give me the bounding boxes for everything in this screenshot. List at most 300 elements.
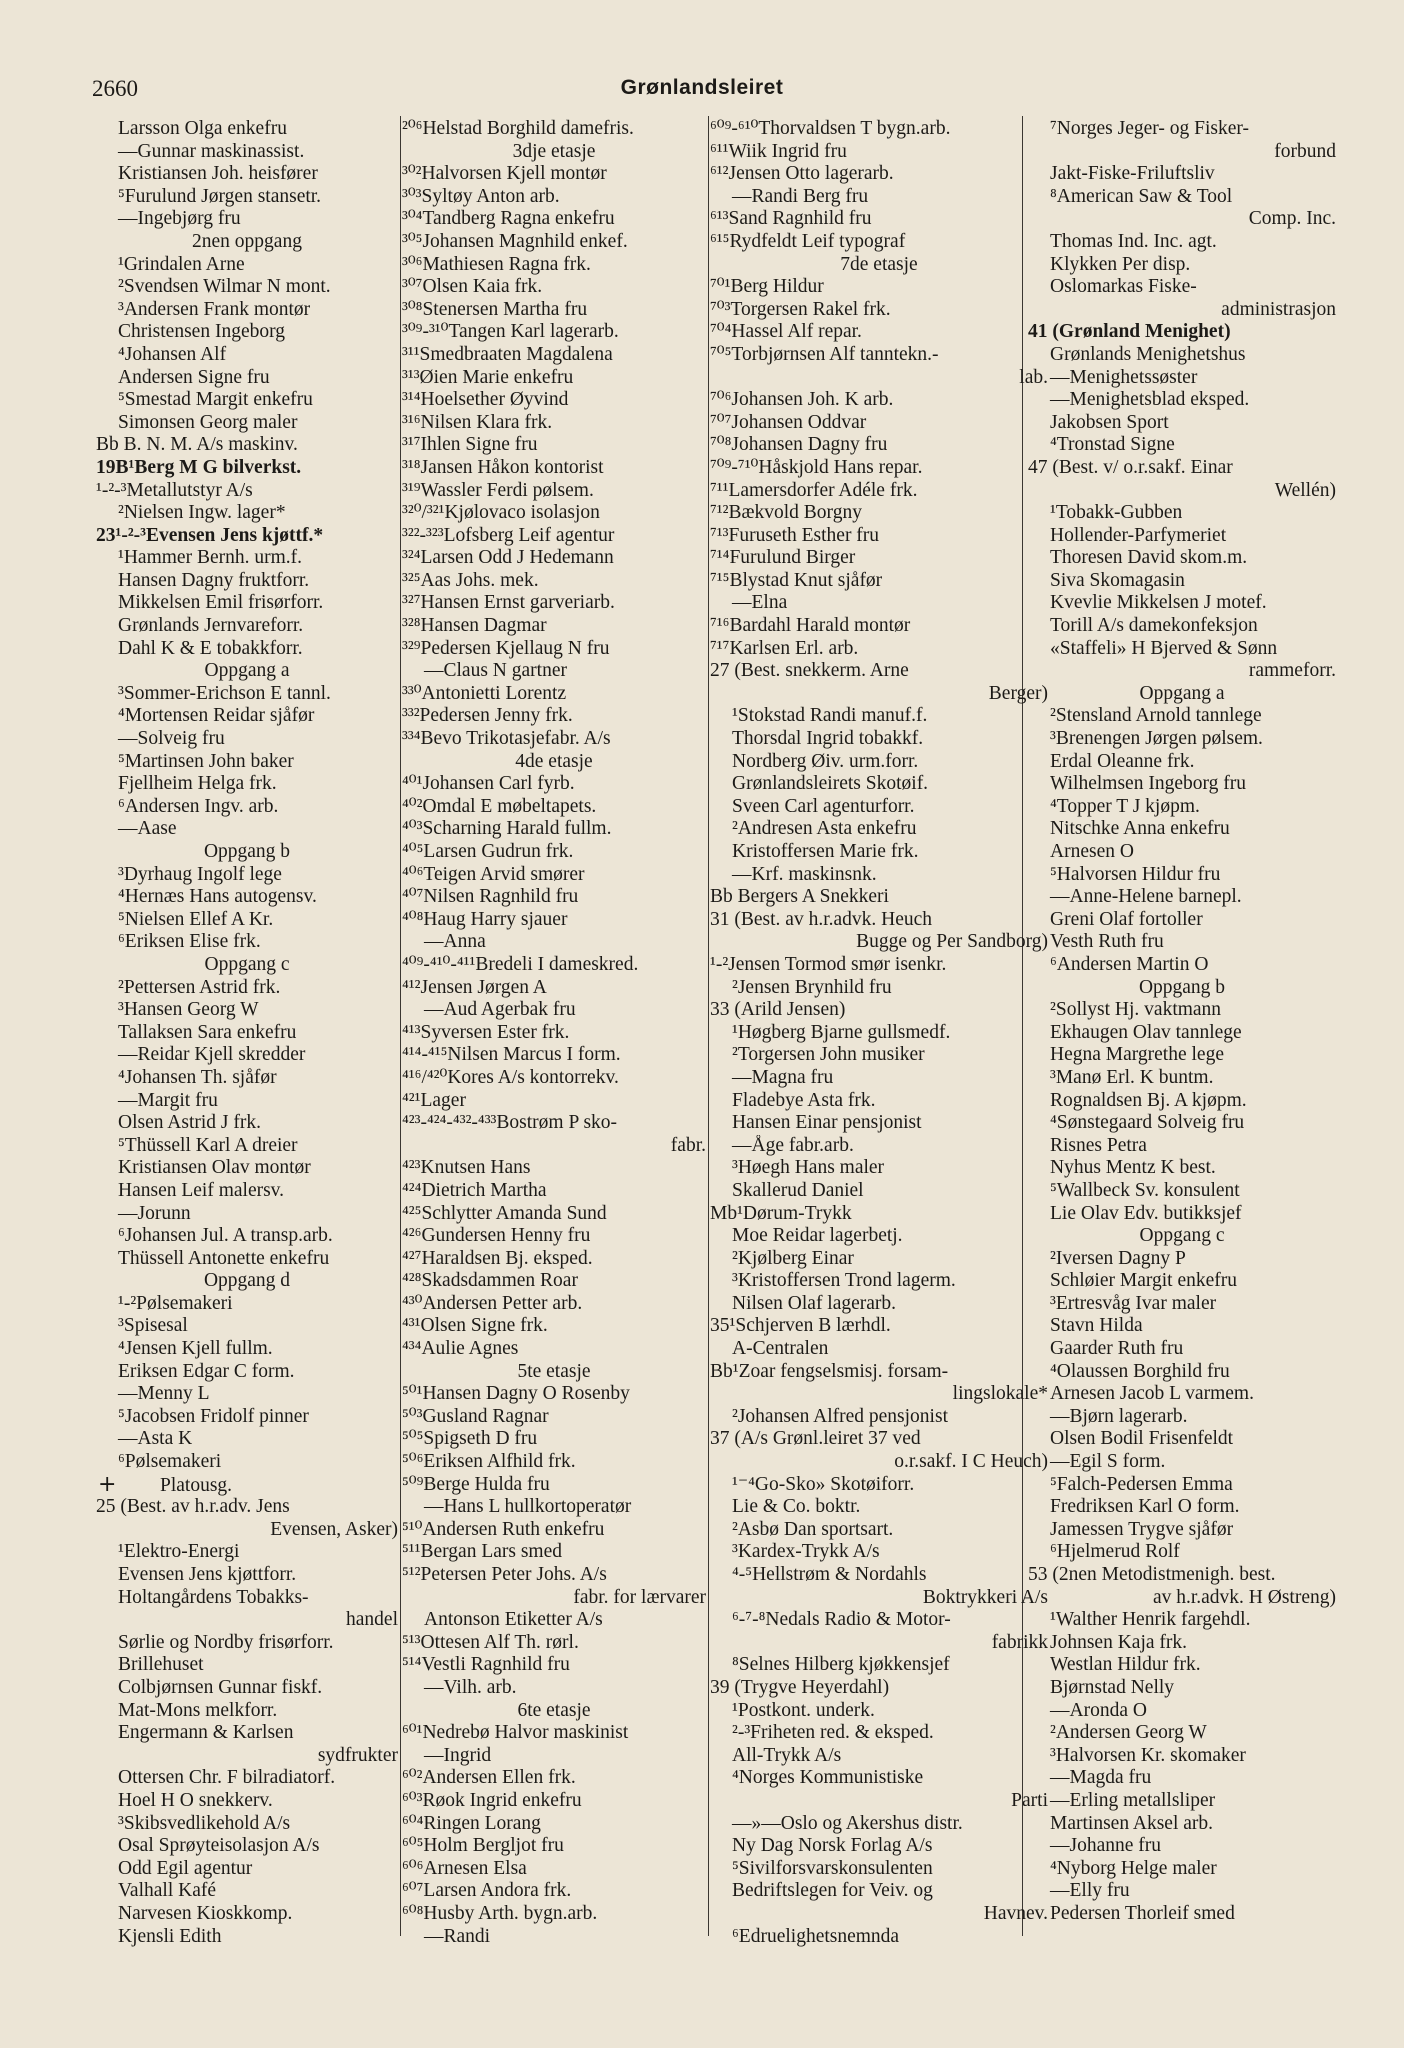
directory-entry xyxy=(402,1700,706,1723)
entry-text: ⁷¹¹Lamersdorfer Adéle frk. xyxy=(710,479,918,501)
directory-entry xyxy=(402,841,706,864)
entry-text: —Elna xyxy=(732,592,788,614)
directory-entry xyxy=(710,796,1048,819)
directory-entry xyxy=(402,1112,706,1135)
entry-text: ³Spisesal xyxy=(118,1315,188,1337)
directory-entry xyxy=(1028,1654,1336,1677)
directory-entry xyxy=(96,705,398,728)
entry-text: —Randi Berg fru xyxy=(732,185,869,207)
directory-entry xyxy=(1028,1564,1336,1587)
entry-text: Kristoffersen Marie frk. xyxy=(732,841,919,862)
entry-text: Pedersen Thorleif smed xyxy=(1050,1902,1235,1924)
entry-text: Lie Olav Edv. butikksjef xyxy=(1050,1202,1242,1224)
entry-text: 37 (A/s Grønl.leiret 37 ved xyxy=(710,1428,921,1450)
entry-text: ²Stensland Arnold tannlege xyxy=(1050,705,1262,727)
entry-text: —Anne-Helene barnepl. xyxy=(1050,886,1242,908)
directory-entry xyxy=(402,412,706,435)
entry-text: Oppgang c xyxy=(204,953,290,975)
entry-text: ²Iversen Dagny P xyxy=(1050,1247,1186,1269)
entry-text: ⁵¹²Petersen Peter Johs. A/s xyxy=(402,1564,607,1585)
directory-entry xyxy=(1028,457,1336,480)
directory-entry xyxy=(96,231,398,254)
directory-entry xyxy=(710,1090,1048,1113)
directory-entry xyxy=(402,1654,706,1677)
directory-entry xyxy=(96,1654,398,1677)
entry-text: ¹-²-³Metallutstyr A/s xyxy=(96,479,253,501)
entry-text: ⁷⁰³Torgersen Rakel frk. xyxy=(710,298,891,320)
entry-text: ⁷¹⁷Karlsen Erl. arb. xyxy=(710,637,859,659)
entry-text: ⁶⁰³Røok Ingrid enkefru xyxy=(402,1789,582,1811)
entry-text: ⁴²³Knutsen Hans xyxy=(402,1157,531,1179)
entry-text: ³⁰⁸Stenersen Martha fru xyxy=(402,298,588,320)
directory-entry xyxy=(710,502,1048,525)
directory-entry xyxy=(1028,1022,1336,1045)
entry-text: ³³⁰Antonietti Lorentz xyxy=(402,682,567,704)
directory-entry xyxy=(710,773,1048,796)
entry-text: Bugge og Per Sandborg) xyxy=(856,931,1048,953)
directory-entry xyxy=(96,1135,398,1158)
entry-text: Hollender-Parfymeriet xyxy=(1050,524,1227,546)
entry-text: ²Svendsen Wilmar N mont. xyxy=(118,276,331,298)
directory-entry xyxy=(710,1654,1048,1677)
directory-entry xyxy=(710,1022,1048,1045)
directory-entry xyxy=(96,118,398,141)
directory-entry xyxy=(402,1587,706,1610)
directory-entry xyxy=(1028,931,1336,954)
entry-text: —Menighetssøster xyxy=(1050,366,1198,388)
directory-entry xyxy=(96,525,398,548)
directory-entry xyxy=(710,1609,1048,1632)
directory-entry xyxy=(402,1858,706,1881)
directory-entry xyxy=(710,1225,1048,1248)
directory-entry xyxy=(1028,660,1336,683)
entry-text: Erdal Oleanne frk. xyxy=(1050,750,1195,772)
directory-entry xyxy=(402,1564,706,1587)
directory-entry xyxy=(402,954,706,977)
entry-text: ⁴¹⁶/⁴²⁰Kores A/s kontorrekv. xyxy=(402,1066,619,1088)
directory-entry xyxy=(1028,1135,1336,1158)
directory-entry xyxy=(710,1880,1048,1903)
entry-text: lingslokale* xyxy=(952,1383,1048,1405)
directory-entry xyxy=(96,683,398,706)
entry-text: ³⁰⁴Tandberg Ragna enkefru xyxy=(402,208,615,230)
directory-entry xyxy=(710,1813,1048,1836)
directory-entry xyxy=(1028,1293,1336,1316)
entry-text: —Menighetsblad eksped. xyxy=(1050,389,1250,411)
entry-text: ⁴²⁷Haraldsen Bj. eksped. xyxy=(402,1247,593,1269)
directory-entry xyxy=(1028,615,1336,638)
directory-entry xyxy=(1028,909,1336,932)
directory-entry xyxy=(1028,1496,1336,1519)
entry-text: —Ingebjørg fru xyxy=(118,208,241,230)
entry-text: ⁵Sivilforsvarskonsulenten xyxy=(732,1857,933,1879)
directory-entry xyxy=(710,367,1048,390)
entry-text: ²Pettersen Astrid frk. xyxy=(118,976,281,998)
directory-entry xyxy=(710,977,1048,1000)
directory-entry xyxy=(1028,1722,1336,1745)
directory-entry xyxy=(96,208,398,231)
entry-text: ⁴⁰²Omdal E møbeltapets. xyxy=(402,795,597,817)
entry-text: ⁴²⁵Schlytter Amanda Sund xyxy=(402,1202,607,1224)
directory-entry xyxy=(402,547,706,570)
directory-entry xyxy=(710,276,1048,299)
directory-entry xyxy=(1028,705,1336,728)
directory-entry xyxy=(402,1338,706,1361)
entry-text: ⁶Edruelighetsnemnda xyxy=(732,1925,900,1947)
entry-text: ³Brenengen Jørgen pølsem. xyxy=(1050,728,1263,750)
directory-entry xyxy=(710,389,1048,412)
directory-entry xyxy=(710,1203,1048,1226)
entry-text: ³¹⁶Nilsen Klara frk. xyxy=(402,411,553,433)
entry-text: Boktrykkeri A/s xyxy=(922,1586,1048,1608)
entry-text: Parti xyxy=(1011,1789,1048,1811)
entry-text: ⁴¹²Jensen Jørgen A xyxy=(402,976,547,998)
directory-entry xyxy=(710,683,1048,706)
entry-text: Risnes Petra xyxy=(1050,1134,1147,1156)
entry-text: ⁴²⁸Skadsdammen Roar xyxy=(402,1270,578,1292)
entry-text: —Elly fru xyxy=(1050,1880,1130,1902)
directory-entry xyxy=(402,276,706,299)
entry-text: ⁴¹⁴-⁴¹⁵Nilsen Marcus I form. xyxy=(402,1044,621,1066)
directory-entry xyxy=(710,1157,1048,1180)
directory-entry xyxy=(710,841,1048,864)
directory-entry xyxy=(1028,186,1336,209)
directory-entry xyxy=(710,1858,1048,1881)
directory-entry xyxy=(1028,954,1336,977)
directory-entry xyxy=(710,592,1048,615)
entry-text: ²Andresen Asta enkefru xyxy=(732,818,917,840)
directory-entry xyxy=(1028,208,1336,231)
entry-text: ⁴²¹Lager xyxy=(402,1089,466,1111)
entry-text: Wellén) xyxy=(1274,479,1336,501)
entry-text: ²-³Friheten red. & eksped. xyxy=(732,1722,934,1744)
entry-text: ⁴³¹Olsen Signe frk. xyxy=(402,1315,548,1337)
directory-entry xyxy=(1028,1180,1336,1203)
entry-text: Kristiansen Joh. heisfører xyxy=(118,163,318,185)
entry-text: Arnesen Jacob L varmem. xyxy=(1050,1383,1254,1405)
directory-entry xyxy=(96,1044,398,1067)
entry-text: 25 (Best. av h.r.adv. Jens xyxy=(96,1496,290,1518)
entry-text: —Asta K xyxy=(118,1428,193,1450)
directory-entry xyxy=(710,118,1048,141)
directory-entry xyxy=(96,615,398,638)
page-title: Grønlandsleiret xyxy=(620,76,784,99)
entry-text: ¹Grindalen Arne xyxy=(118,253,245,275)
directory-entry xyxy=(402,344,706,367)
directory-entry xyxy=(96,1813,398,1836)
entry-text: ⁴Mortensen Reidar sjåfør xyxy=(118,705,315,727)
directory-entry xyxy=(402,751,706,774)
directory-entry xyxy=(402,254,706,277)
directory-entry xyxy=(710,1587,1048,1610)
directory-entry xyxy=(1028,1383,1336,1406)
directory-entry xyxy=(710,1270,1048,1293)
entry-text: ⁵¹⁰Andersen Ruth enkefru xyxy=(402,1518,605,1540)
entry-text: —Reidar Kjell skredder xyxy=(118,1044,306,1066)
entry-text: «Staffeli» H Bjerved & Sønn xyxy=(1050,637,1278,659)
entry-text: ⁴Topper T J kjøpm. xyxy=(1050,795,1200,817)
entry-text: ⁵¹⁴Vestli Ragnhild fru xyxy=(402,1654,570,1676)
entry-text: Oppgang a xyxy=(204,660,290,682)
directory-entry xyxy=(1028,999,1336,1022)
directory-entry xyxy=(402,1609,706,1632)
directory-entry xyxy=(1028,864,1336,887)
entry-text: —Aud Agerbak fru xyxy=(424,999,576,1021)
entry-text: ³¹⁹Wassler Ferdi pølsem. xyxy=(402,479,594,501)
entry-text: ⁴Olaussen Borghild fru xyxy=(1050,1360,1230,1382)
entry-text: —Menny L xyxy=(118,1383,210,1405)
directory-entry xyxy=(96,299,398,322)
column-divider xyxy=(400,116,401,1936)
directory-entry xyxy=(96,660,398,683)
entry-text: Olsen Astrid J frk. xyxy=(118,1112,261,1134)
directory-entry xyxy=(402,660,706,683)
directory-entry xyxy=(710,1451,1048,1474)
entry-text: ⁶¹⁵Rydfeldt Leif typograf xyxy=(710,230,906,252)
directory-entry xyxy=(1028,1338,1336,1361)
directory-entry xyxy=(96,276,398,299)
directory-entry xyxy=(402,638,706,661)
entry-text: ⁷¹⁴Furulund Birger xyxy=(710,547,856,569)
directory-entry xyxy=(96,796,398,819)
entry-text: ¹Elektro-Energi xyxy=(118,1541,240,1563)
directory-entry xyxy=(710,1745,1048,1768)
entry-text: ⁵⁰³Gusland Ragnar xyxy=(402,1405,549,1427)
entry-text: ⁷¹⁵Blystad Knut sjåfør xyxy=(710,569,883,591)
entry-text: Ekhaugen Olav tannlege xyxy=(1050,1021,1242,1043)
directory-entry xyxy=(1028,163,1336,186)
entry-text: 4de etasje xyxy=(515,750,593,772)
directory-entry xyxy=(1028,231,1336,254)
entry-text: ³³²Pedersen Jenny frk. xyxy=(402,705,573,727)
entry-text: ³¹⁴Hoelsether Øyvind xyxy=(402,389,569,411)
directory-entry xyxy=(710,1248,1048,1271)
directory-entry xyxy=(402,434,706,457)
directory-entry xyxy=(710,1293,1048,1316)
entry-text: —Vilh. arb. xyxy=(424,1676,517,1698)
entry-text: ⁴¹³Syversen Ester frk. xyxy=(402,1021,570,1043)
directory-entry xyxy=(710,321,1048,344)
entry-text: ⁷⁰⁴Hassel Alf repar. xyxy=(710,321,862,343)
entry-text: Torill A/s damekonfeksjon xyxy=(1050,615,1258,637)
entry-text: ³¹¹Smedbraaten Magdalena xyxy=(402,343,613,365)
entry-text: ¹Hammer Bernh. urm.f. xyxy=(118,547,303,569)
entry-text: —Ingrid xyxy=(424,1744,492,1766)
directory-entry xyxy=(402,141,706,164)
entry-text: ⁴³⁴Aulie Agnes xyxy=(402,1338,519,1360)
directory-entry xyxy=(402,977,706,1000)
directory-entry xyxy=(1028,1541,1336,1564)
entry-text: —Aronda O xyxy=(1050,1699,1147,1721)
directory-entry xyxy=(402,231,706,254)
entry-text: Thomas Ind. Inc. agt. xyxy=(1050,230,1217,252)
entry-text: ⁶-⁷-⁸Nedals Radio & Motor- xyxy=(732,1609,951,1631)
entry-text: Bjørnstad Nelly xyxy=(1050,1676,1175,1698)
entry-text: ⁶⁰¹Nedrebø Halvor maskinist xyxy=(402,1722,629,1744)
entry-text: 47 (Best. v/ o.r.sakf. Einar xyxy=(1028,456,1233,478)
directory-entry xyxy=(710,186,1048,209)
entry-text: Thoresen David skom.m. xyxy=(1050,547,1248,569)
directory-entry xyxy=(402,1225,706,1248)
directory-entry xyxy=(402,818,706,841)
directory-entry xyxy=(96,1564,398,1587)
directory-entry xyxy=(96,389,398,412)
entry-text: —Johanne fru xyxy=(1050,1835,1162,1857)
entry-text: Hansen Leif malersv. xyxy=(118,1179,285,1201)
directory-entry xyxy=(402,1722,706,1745)
directory-entry xyxy=(1028,1880,1336,1903)
entry-text: Ottersen Chr. F bilradiatorf. xyxy=(118,1767,336,1789)
directory-entry xyxy=(96,1315,398,1338)
directory-entry xyxy=(402,1270,706,1293)
entry-text: 31 (Best. av h.r.advk. Heuch xyxy=(710,908,933,930)
entry-text: Ny Dag Norsk Forlag A/s xyxy=(732,1835,933,1857)
entry-text: Tallaksen Sara enkefru xyxy=(118,1021,297,1043)
directory-entry xyxy=(96,1926,398,1949)
directory-entry xyxy=(402,705,706,728)
entry-text: 3dje etasje xyxy=(512,140,596,162)
entry-text: Fredriksen Karl O form. xyxy=(1050,1496,1240,1518)
entry-text: ⁵⁰⁵Spigseth D fru xyxy=(402,1428,538,1450)
entry-text: ³²⁰/³²¹Kjølovaco isolasjon xyxy=(402,502,600,524)
entry-text: ⁶⁰²Andersen Ellen frk. xyxy=(402,1767,576,1789)
directory-entry xyxy=(402,570,706,593)
directory-entry xyxy=(1028,1315,1336,1338)
directory-entry xyxy=(96,1474,398,1497)
directory-entry xyxy=(402,1248,706,1271)
entry-text: Christensen Ingeborg xyxy=(118,321,285,343)
directory-entry xyxy=(1028,1428,1336,1451)
directory-column-3 xyxy=(710,118,1048,1948)
directory-entry xyxy=(1028,412,1336,435)
directory-entry xyxy=(96,254,398,277)
entry-text: ³⁰³Syltøy Anton arb. xyxy=(402,185,560,207)
entry-text: ¹Tobakk-Gubben xyxy=(1050,502,1183,524)
directory-entry xyxy=(1028,796,1336,819)
directory-entry xyxy=(96,344,398,367)
entry-text: Platousg. xyxy=(160,1474,233,1496)
directory-entry xyxy=(1028,570,1336,593)
directory-entry xyxy=(710,660,1048,683)
directory-entry xyxy=(96,141,398,164)
directory-entry xyxy=(96,728,398,751)
entry-text: Larsson Olga enkefru xyxy=(118,118,287,139)
entry-text: ⁵⁰⁹Berge Hulda fru xyxy=(402,1473,550,1495)
entry-text: Bedriftslegen for Veiv. og xyxy=(732,1880,933,1902)
entry-text: A-Centralen xyxy=(732,1338,829,1360)
entry-text: Kvevlie Mikkelsen J motef. xyxy=(1050,592,1267,614)
directory-entry xyxy=(1028,299,1336,322)
entry-text: Grønlands Jernvareforr. xyxy=(118,615,304,637)
entry-text: Nilsen Olaf lagerarb. xyxy=(732,1292,897,1314)
directory-entry xyxy=(402,480,706,503)
entry-text: Mikkelsen Emil frisørforr. xyxy=(118,592,324,614)
directory-entry xyxy=(1028,1112,1336,1135)
directory-entry xyxy=(710,1406,1048,1429)
directory-entry xyxy=(1028,1044,1336,1067)
entry-text: Berger) xyxy=(988,682,1048,704)
directory-entry xyxy=(402,1180,706,1203)
directory-entry xyxy=(710,457,1048,480)
entry-text: o.r.sakf. I C Heuch) xyxy=(894,1451,1048,1473)
entry-text: ³²²-³²³Lofsberg Leif agentur xyxy=(402,524,615,546)
entry-text: ³Hansen Georg W xyxy=(118,999,259,1021)
directory-entry xyxy=(1028,1835,1336,1858)
directory-entry xyxy=(710,1067,1048,1090)
directory-entry xyxy=(402,118,706,141)
directory-entry xyxy=(1028,480,1336,503)
column-divider xyxy=(708,116,709,1936)
entry-text: ⁶⁰⁷Larsen Andora frk. xyxy=(402,1880,572,1902)
directory-entry xyxy=(1028,1519,1336,1542)
directory-entry xyxy=(96,1767,398,1790)
entry-text: ⁴³⁰Andersen Petter arb. xyxy=(402,1292,583,1314)
entry-text: ⁴²⁴Dietrich Martha xyxy=(402,1179,547,1201)
entry-text: Skallerud Daniel xyxy=(732,1179,864,1201)
directory-entry xyxy=(96,751,398,774)
directory-entry xyxy=(1028,1632,1336,1655)
directory-entry xyxy=(710,1496,1048,1519)
entry-text: ⁸Selnes Hilberg kjøkkensjef xyxy=(732,1654,950,1676)
directory-entry xyxy=(96,1067,398,1090)
entry-text: ⁵Smestad Margit enkefru xyxy=(118,389,313,411)
entry-text: ⁴²³-⁴²⁴-⁴³²-⁴³³Bostrøm P sko- xyxy=(402,1112,618,1134)
entry-text: Nyhus Mentz K best. xyxy=(1050,1157,1216,1179)
entry-text: sydfrukter xyxy=(317,1744,398,1766)
entry-text: 6te etasje xyxy=(517,1699,591,1721)
entry-text: ⁴⁰⁷Nilsen Ragnhild fru xyxy=(402,886,579,908)
directory-entry xyxy=(96,999,398,1022)
directory-entry xyxy=(96,1903,398,1926)
entry-text: ³Sommer-Erichson E tannl. xyxy=(118,682,331,704)
directory-entry xyxy=(402,1383,706,1406)
entry-text: ³²⁸Hansen Dagmar xyxy=(402,615,547,637)
directory-entry xyxy=(710,1564,1048,1587)
entry-text: Oslomarkas Fiske- xyxy=(1050,276,1197,298)
entry-text: fabr. for lærvarer xyxy=(573,1586,706,1608)
entry-text: Mat-Mons melkforr. xyxy=(118,1699,278,1721)
entry-text: 23¹-²-³Evensen Jens kjøttf.* xyxy=(96,524,324,546)
entry-text: ³¹⁸Jansen Håkon kontorist xyxy=(402,456,604,478)
entry-text: —Åge fabr.arb. xyxy=(732,1134,854,1156)
directory-entry xyxy=(1028,638,1336,661)
directory-entry xyxy=(402,1203,706,1226)
entry-text: Bb B. N. M. A/s maskinv. xyxy=(96,434,298,456)
directory-entry xyxy=(96,457,398,480)
entry-text: Gaarder Ruth fru xyxy=(1050,1338,1184,1360)
entry-text: Martinsen Aksel arb. xyxy=(1050,1812,1214,1834)
directory-entry xyxy=(96,367,398,390)
entry-text: Hegna Margrethe lege xyxy=(1050,1044,1224,1066)
entry-text: ³⁰²Halvorsen Kjell montør xyxy=(402,163,607,185)
entry-text: 19B¹Berg M G bilverkst. xyxy=(96,456,302,478)
directory-entry xyxy=(710,231,1048,254)
directory-entry xyxy=(96,1722,398,1745)
entry-text: Olsen Bodil Frisenfeldt xyxy=(1050,1428,1234,1450)
directory-entry xyxy=(1028,977,1336,1000)
directory-entry xyxy=(402,796,706,819)
directory-entry xyxy=(710,1632,1048,1655)
entry-text: ¹Walther Henrik fargehdl. xyxy=(1050,1609,1251,1631)
directory-entry xyxy=(1028,321,1336,344)
directory-entry xyxy=(402,1677,706,1700)
directory-entry xyxy=(1028,344,1336,367)
entry-text: ⁶⁰⁸Husby Arth. bygn.arb. xyxy=(402,1902,598,1924)
directory-entry xyxy=(1028,683,1336,706)
entry-text: ³Ertresvåg Ivar maler xyxy=(1050,1292,1217,1314)
entry-text: Colbjørnsen Gunnar fiskf. xyxy=(118,1676,323,1698)
entry-text: ⁵¹¹Bergan Lars smed xyxy=(402,1541,563,1563)
